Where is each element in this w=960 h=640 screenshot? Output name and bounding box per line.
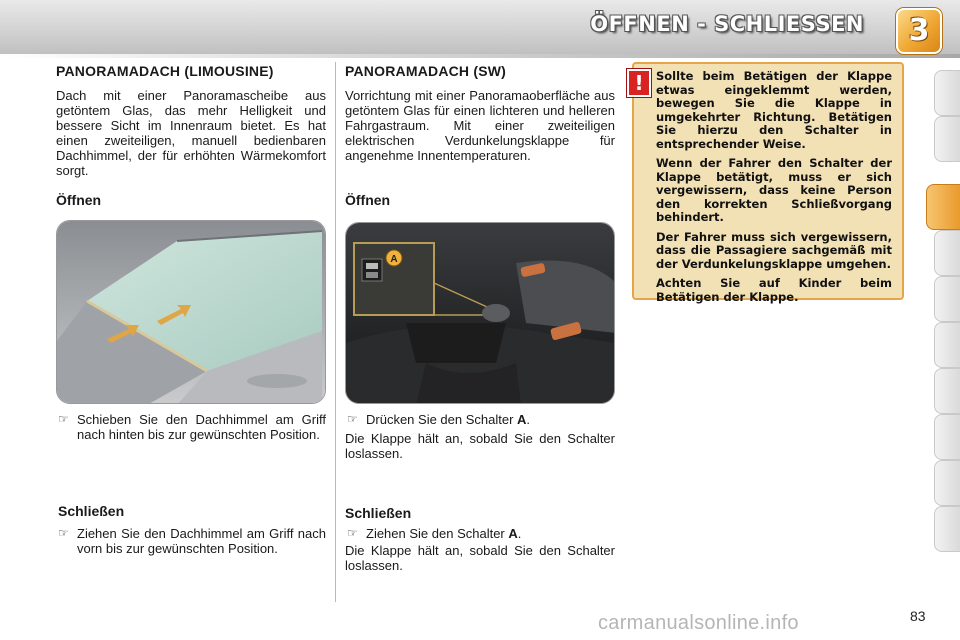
page-title: ÖFFNEN - SCHLIESSEN <box>590 12 864 36</box>
intro-sw: Vorrichtung mit einer Panoramaoberfläche aus getöntem Glas für einen lichteren und helleren Fahrgastraum. Mit einer zweiteiligen elektrischen Verdunkelungsklappe für angenehme Innentemperaturen. <box>345 88 615 163</box>
open-instruction-suffix: . <box>526 412 531 427</box>
chapter-tab[interactable] <box>934 506 960 552</box>
close-instruction-sw <box>345 526 615 541</box>
open-note-sw: Die Klappe hält an, sobald Sie den Schalter loslassen. <box>345 431 615 461</box>
chapter-tab[interactable] <box>934 276 960 322</box>
open-instruction-text: Schieben Sie den Dachhimmel am Griff nach hinten bis zur gewünschten Position. <box>77 412 326 442</box>
chapter-tab[interactable] <box>934 414 960 460</box>
watermark: carmanualsonline.info <box>598 612 799 634</box>
open-title-limousine: Öffnen <box>56 192 102 208</box>
warning-box <box>632 62 904 304</box>
pointing-hand-icon: ☞ <box>58 526 69 540</box>
pointing-hand-icon: ☞ <box>58 412 69 426</box>
warning-paragraph: Achten Sie auf Kinder beim Betätigen der Klappe. <box>656 276 892 304</box>
console-switch-photo <box>345 222 615 404</box>
open-title-sw: Öffnen <box>345 192 391 208</box>
warning-paragraph: Sollte beim Betätigen der Klappe etwas eingeklemmt werden, bewegen Sie die Klappe in umgekehrter Richtung. Betätigen Sie hierzu den Schalter in entsprechender Weise. <box>656 69 892 151</box>
pointing-hand-icon: ☞ <box>347 412 358 426</box>
section-title-limousine: PANORAMADACH (LIMOUSINE) <box>56 63 274 79</box>
close-title-limousine: Schließen <box>58 503 125 519</box>
chapter-tab[interactable] <box>934 230 960 276</box>
warning-icon: ! <box>627 69 651 97</box>
warning-paragraph: Der Fahrer muss sich vergewissern, dass die Passagiere sachgemäß mit der Verdunkelungsklappe umgehen. <box>656 229 892 271</box>
close-instruction-limousine <box>56 526 326 556</box>
section-title-sw: PANORAMADACH (SW) <box>345 63 507 79</box>
chapter-tabs <box>926 70 960 576</box>
chapter-tab[interactable] <box>934 70 960 116</box>
close-instruction-text: Ziehen Sie den Dachhimmel am Griff nach vorn bis zur gewünschten Position. <box>77 526 326 556</box>
chapter-tab[interactable] <box>934 368 960 414</box>
switch-key-a: A <box>517 412 527 427</box>
chapter-tab[interactable] <box>934 460 960 506</box>
chapter-badge: 3 <box>896 8 942 54</box>
close-note-sw: Die Klappe hält an, sobald Sie den Schalter loslassen. <box>345 543 615 573</box>
page-number: 83 <box>910 608 926 624</box>
open-instruction-limousine <box>56 412 326 442</box>
console-illustration <box>346 223 615 404</box>
pointing-hand-icon: ☞ <box>347 526 358 540</box>
column-divider <box>335 62 336 602</box>
switch-label-text: A <box>390 254 398 265</box>
chapter-tab[interactable] <box>934 322 960 368</box>
open-instruction-prefix: Drücken Sie den Schalter <box>366 412 518 427</box>
roof-illustration <box>57 221 326 404</box>
close-instruction-suffix: . <box>517 526 522 541</box>
roof-interior-photo <box>56 220 326 404</box>
intro-limousine: Dach mit einer Panoramascheibe aus getöntem Glas, das mehr Helligkeit und bessere Sicht im Innenraum bietet. Es hat einen zweiteiligen, manuell bedienbaren Dachhimmel, der für erhöhten Wärmekomfort sorgt. <box>56 88 326 178</box>
chapter-tab[interactable] <box>934 116 960 162</box>
open-instruction-sw <box>345 412 615 427</box>
switch-key-a: A <box>508 526 518 541</box>
close-instruction-prefix: Ziehen Sie den Schalter <box>366 526 509 541</box>
close-title-sw: Schließen <box>345 505 412 521</box>
warning-paragraph: Wenn der Fahrer den Schalter der Klappe betätigt, muss er sich vergewissern, dass keine Person den korrekten Schließvorgang behindert. <box>656 156 892 224</box>
chapter-tab-active[interactable] <box>926 184 960 230</box>
